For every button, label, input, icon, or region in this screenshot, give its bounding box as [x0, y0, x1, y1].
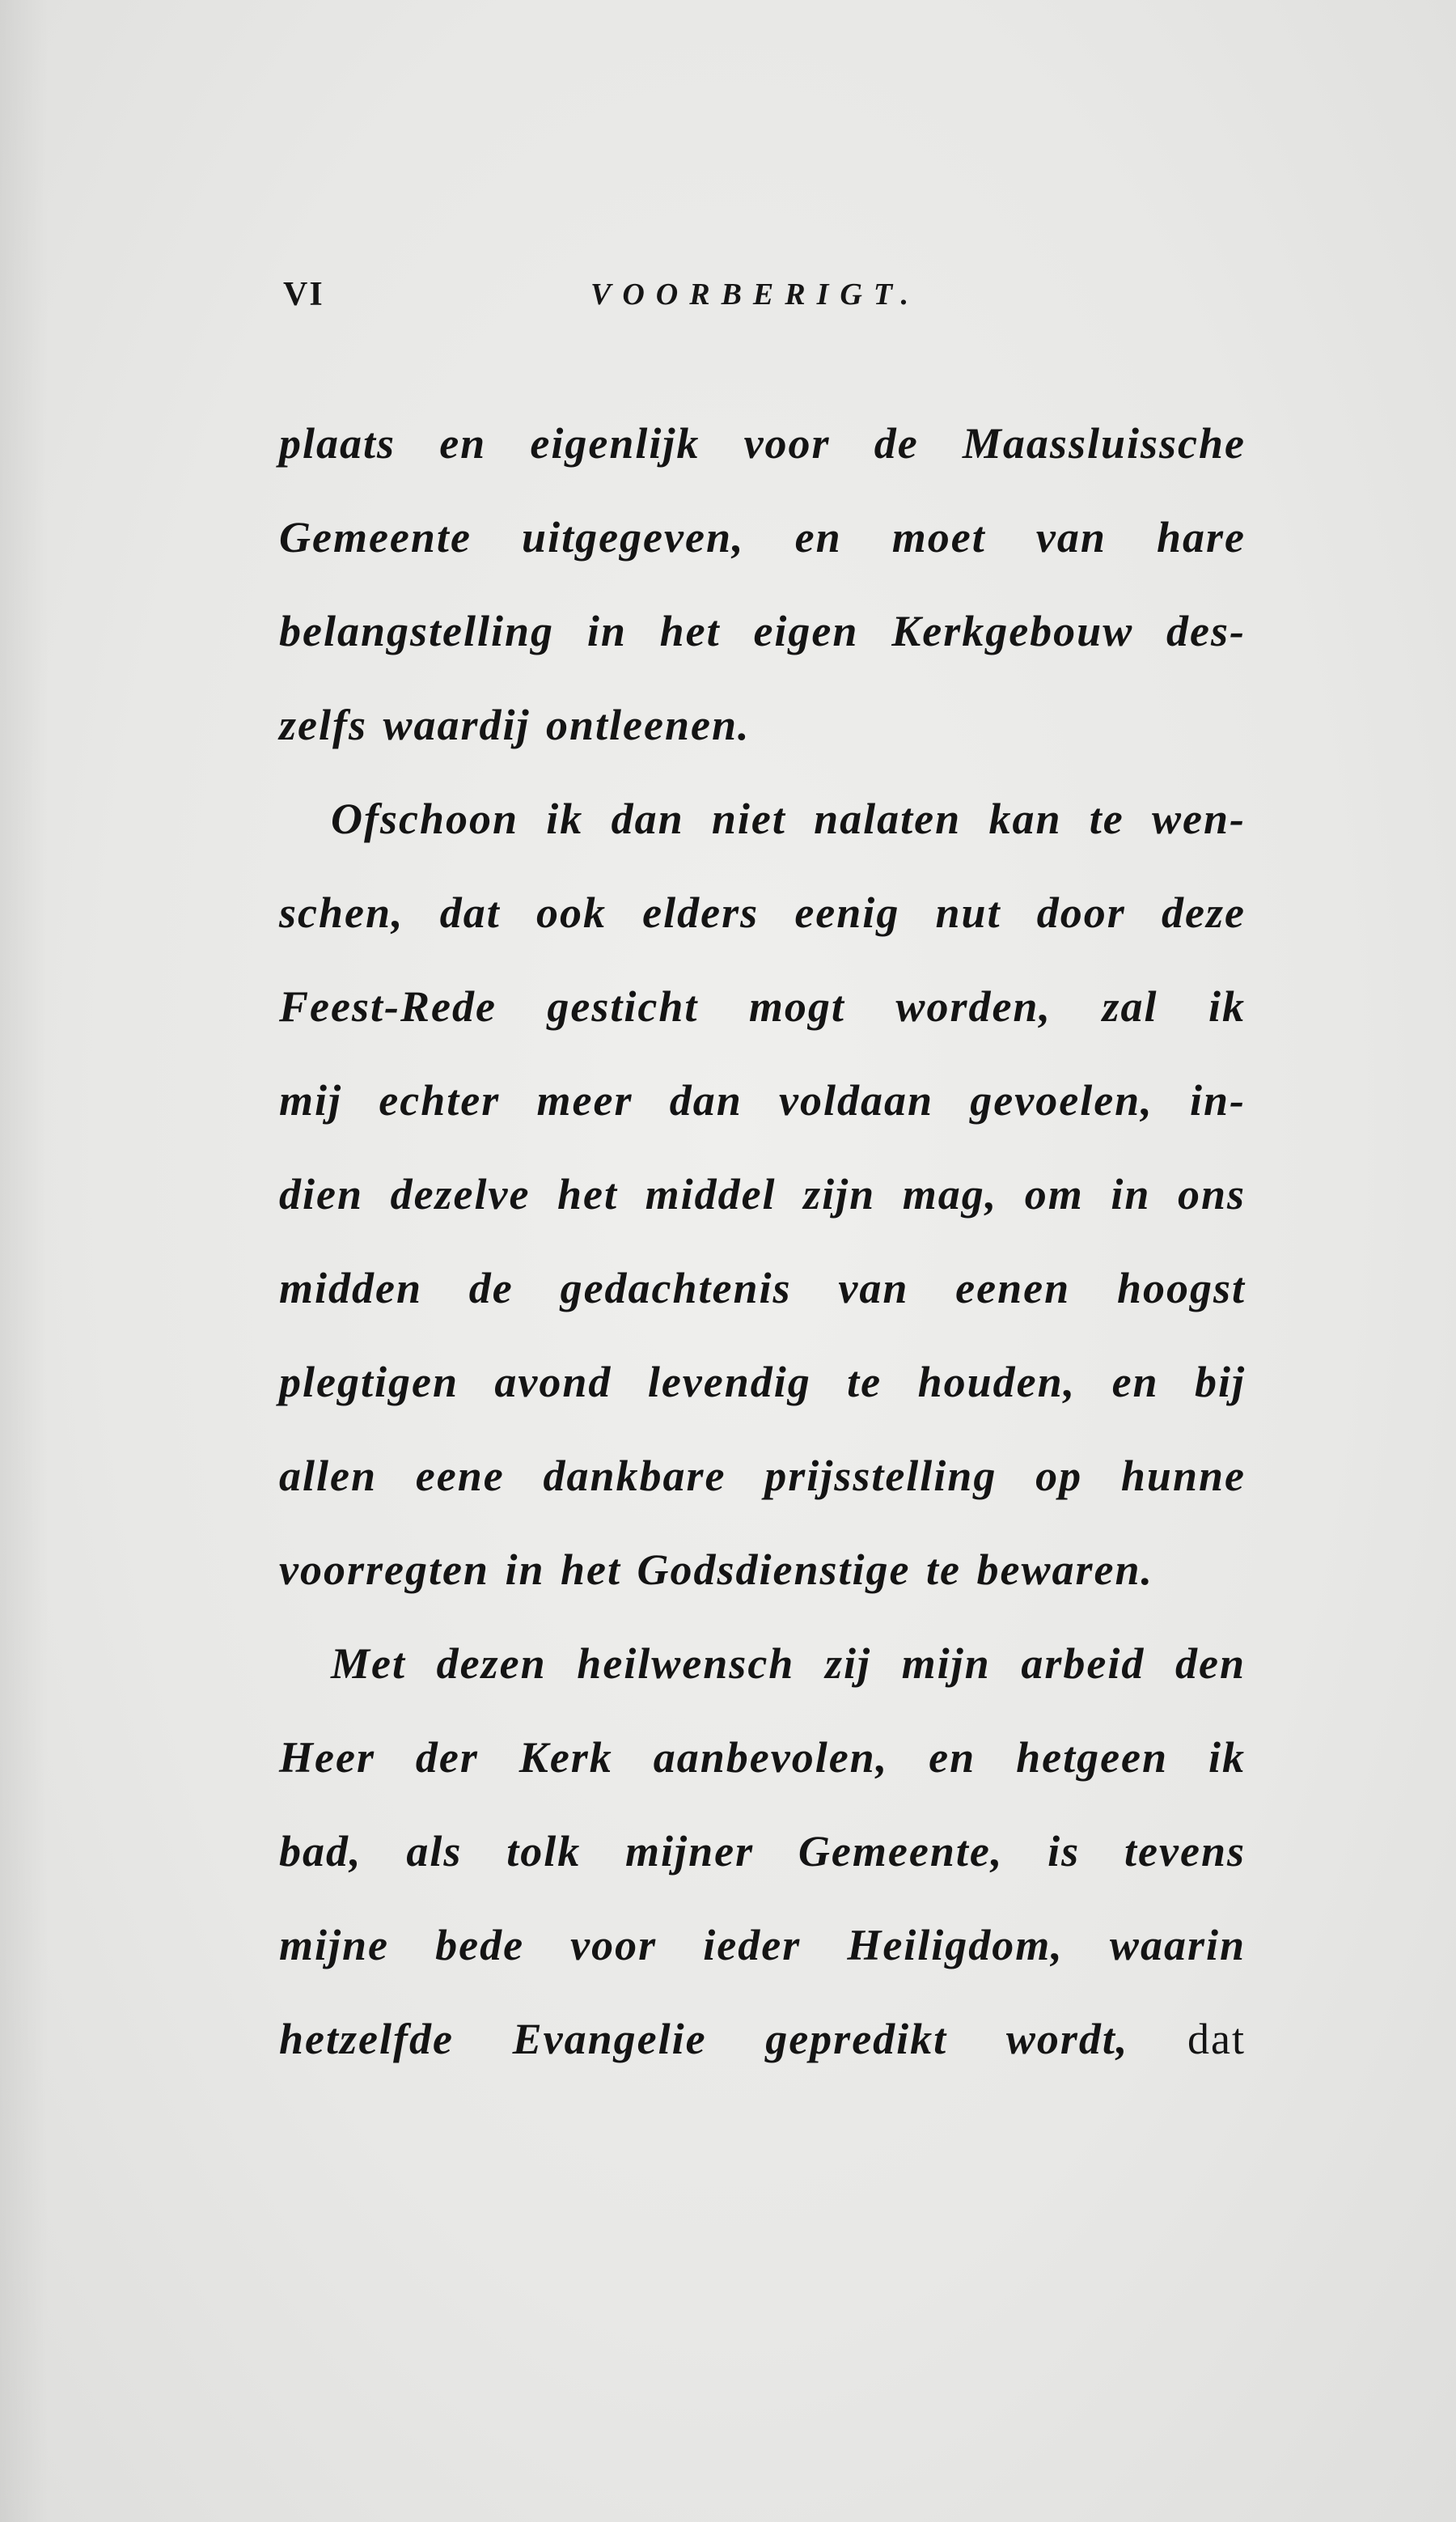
text-line: zelfs waardij ontleenen. [279, 701, 751, 749]
text-line: plegtigen avond levendig te houden, en bij [279, 1358, 1246, 1406]
text-line: bad, als tolk mijner Gemeente, is tevens [279, 1827, 1246, 1876]
running-title: VOORBERIGT. [590, 278, 921, 312]
text-line: Heer der Kerk aanbevolen, en hetgeen ik [279, 1733, 1246, 1782]
text-line: schen, dat ook elders eenig nut door deze [279, 888, 1246, 937]
text-line: midden de gedachtenis van eenen hoogst [279, 1264, 1246, 1312]
body-text [279, 396, 1246, 2086]
text-line-final [279, 1992, 1246, 2086]
page-header [283, 275, 1262, 324]
text-line: belangstelling in het eigen Kerkgebouw des- [279, 607, 1246, 655]
text-line-final-roman-word: dat [1187, 2015, 1246, 2063]
page-number: VI [283, 276, 324, 313]
text-line: mijne bede voor ieder Heiligdom, waarin [279, 1921, 1246, 1969]
page-edge-shadow [0, 0, 49, 2522]
text-line: Gemeente uitgegeven, en moet van hare [279, 513, 1246, 562]
text-line: allen eene dankbare prijsstelling op hunne [279, 1452, 1246, 1500]
text-line: Met dezen heilwensch zij mijn arbeid den [331, 1639, 1246, 1688]
text-line: dien dezelve het middel zijn mag, om in ons [279, 1170, 1246, 1219]
text-line: Feest-Rede gesticht mogt worden, zal ik [279, 982, 1246, 1031]
text-line: voorregten in het Godsdienstige te bewaren. [279, 1545, 1153, 1594]
text-line: Ofschoon ik dan niet nalaten kan te wen- [331, 795, 1246, 843]
text-line-final-italic: hetzelfde Evangelie gepredikt wordt, [279, 2015, 1129, 2063]
text-line: plaats en eigenlijk voor de Maassluissche [279, 419, 1246, 468]
text-line: mij echter meer dan voldaan gevoelen, in- [279, 1076, 1246, 1125]
